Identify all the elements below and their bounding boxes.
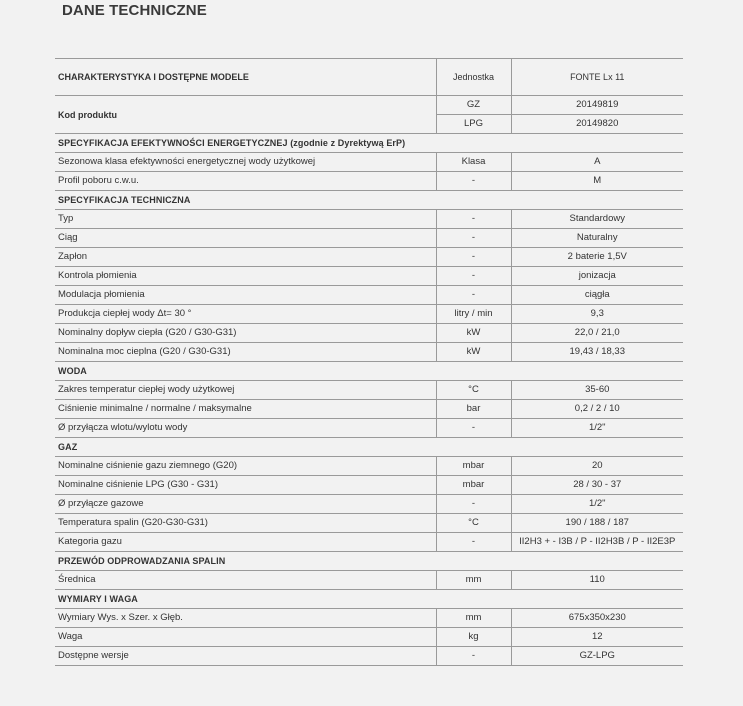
row-label: Produkcja ciepłej wody Δt= 30 ° <box>55 305 436 324</box>
row-unit: - <box>436 533 511 552</box>
row-value: 110 <box>511 571 683 590</box>
row-value: Standardowy <box>511 210 683 229</box>
spec-table <box>55 58 683 666</box>
row-label: Waga <box>55 628 436 647</box>
table-row <box>55 324 683 343</box>
row-label: Dostępne wersje <box>55 647 436 666</box>
table-header-row <box>55 59 683 96</box>
row-label: Wymiary Wys. x Szer. x Głęb. <box>55 609 436 628</box>
product-code-unit: LPG <box>436 115 511 134</box>
row-unit: mbar <box>436 476 511 495</box>
row-label: Kategoria gazu <box>55 533 436 552</box>
table-row <box>55 267 683 286</box>
row-label: Nominalne ciśnienie gazu ziemnego (G20) <box>55 457 436 476</box>
table-row <box>55 229 683 248</box>
header-model: FONTE Lx 11 <box>511 59 683 96</box>
row-unit: - <box>436 210 511 229</box>
table-row <box>55 210 683 229</box>
row-unit: mbar <box>436 457 511 476</box>
row-label: Profil poboru c.w.u. <box>55 172 436 191</box>
row-unit: Klasa <box>436 153 511 172</box>
spec-table-body <box>55 59 683 666</box>
table-row <box>55 609 683 628</box>
section-title: SPECYFIKACJA EFEKTYWNOŚCI ENERGETYCZNEJ (zgodnie z Dyrektywą ErP) <box>55 134 683 153</box>
product-code-value: 20149820 <box>511 115 683 134</box>
row-unit: bar <box>436 400 511 419</box>
row-label: Nominalny dopływ ciepła (G20 / G30-G31) <box>55 324 436 343</box>
section-header-row <box>55 362 683 381</box>
row-label: Sezonowa klasa efektywności energetycznej wody użytkowej <box>55 153 436 172</box>
table-row <box>55 457 683 476</box>
section-title: WODA <box>55 362 683 381</box>
row-value: 9,3 <box>511 305 683 324</box>
table-row <box>55 381 683 400</box>
row-value: M <box>511 172 683 191</box>
row-label: Ø przyłącza wlotu/wylotu wody <box>55 419 436 438</box>
row-value: II2H3 + - I3B / P - II2H3B / P - II2E3P <box>511 533 683 552</box>
row-value: 12 <box>511 628 683 647</box>
row-unit: - <box>436 229 511 248</box>
row-unit: kg <box>436 628 511 647</box>
section-header-row <box>55 590 683 609</box>
row-value: 22,0 / 21,0 <box>511 324 683 343</box>
table-row <box>55 495 683 514</box>
row-value: jonizacja <box>511 267 683 286</box>
table-row <box>55 514 683 533</box>
row-value: 675x350x230 <box>511 609 683 628</box>
section-header-row <box>55 438 683 457</box>
row-value: 0,2 / 2 / 10 <box>511 400 683 419</box>
row-value: Naturalny <box>511 229 683 248</box>
row-value: 2 baterie 1,5V <box>511 248 683 267</box>
section-title: SPECYFIKACJA TECHNICZNA <box>55 191 683 210</box>
row-unit: litry / min <box>436 305 511 324</box>
table-row <box>55 343 683 362</box>
table-row <box>55 286 683 305</box>
row-label: Ciśnienie minimalne / normalne / maksymalne <box>55 400 436 419</box>
row-unit: - <box>436 495 511 514</box>
table-row <box>55 476 683 495</box>
row-unit: - <box>436 286 511 305</box>
table-row <box>55 153 683 172</box>
row-label: Kontrola płomienia <box>55 267 436 286</box>
row-label: Temperatura spalin (G20-G30-G31) <box>55 514 436 533</box>
section-header-row <box>55 552 683 571</box>
row-unit: - <box>436 647 511 666</box>
row-unit: mm <box>436 609 511 628</box>
section-title: PRZEWÓD ODPROWADZANIA SPALIN <box>55 552 683 571</box>
row-label: Średnica <box>55 571 436 590</box>
table-row <box>55 571 683 590</box>
header-unit: Jednostka <box>436 59 511 96</box>
row-unit: - <box>436 248 511 267</box>
header-label: CHARAKTERYSTYKA I DOSTĘPNE MODELE <box>55 59 436 96</box>
row-unit: °C <box>436 514 511 533</box>
row-label: Zakres temperatur ciepłej wody użytkowej <box>55 381 436 400</box>
table-row <box>55 400 683 419</box>
row-label: Nominalna moc cieplna (G20 / G30-G31) <box>55 343 436 362</box>
row-value: A <box>511 153 683 172</box>
table-row <box>55 248 683 267</box>
table-row <box>55 172 683 191</box>
row-value: 1/2" <box>511 495 683 514</box>
table-row <box>55 647 683 666</box>
section-title: WYMIARY I WAGA <box>55 590 683 609</box>
section-title: GAZ <box>55 438 683 457</box>
table-row <box>55 419 683 438</box>
row-label: Typ <box>55 210 436 229</box>
section-header-row <box>55 134 683 153</box>
row-unit: °C <box>436 381 511 400</box>
product-code-row-gz <box>55 96 683 115</box>
row-unit: - <box>436 419 511 438</box>
row-value: GZ-LPG <box>511 647 683 666</box>
row-unit: - <box>436 267 511 286</box>
row-value: 20 <box>511 457 683 476</box>
row-label: Nominalne ciśnienie LPG (G30 - G31) <box>55 476 436 495</box>
product-code-label: Kod produktu <box>55 96 436 134</box>
table-row <box>55 305 683 324</box>
row-label: Zapłon <box>55 248 436 267</box>
row-label: Ciąg <box>55 229 436 248</box>
product-code-value: 20149819 <box>511 96 683 115</box>
row-label: Ø przyłącze gazowe <box>55 495 436 514</box>
row-value: 19,43 / 18,33 <box>511 343 683 362</box>
row-value: 190 / 188 / 187 <box>511 514 683 533</box>
row-unit: kW <box>436 324 511 343</box>
page-title: DANE TECHNICZNE <box>62 2 207 19</box>
row-value: ciągła <box>511 286 683 305</box>
row-unit: - <box>436 172 511 191</box>
table-row <box>55 533 683 552</box>
row-value: 35-60 <box>511 381 683 400</box>
product-code-unit: GZ <box>436 96 511 115</box>
row-unit: mm <box>436 571 511 590</box>
section-header-row <box>55 191 683 210</box>
row-unit: kW <box>436 343 511 362</box>
row-label: Modulacja płomienia <box>55 286 436 305</box>
table-row <box>55 628 683 647</box>
row-value: 28 / 30 - 37 <box>511 476 683 495</box>
row-value: 1/2" <box>511 419 683 438</box>
